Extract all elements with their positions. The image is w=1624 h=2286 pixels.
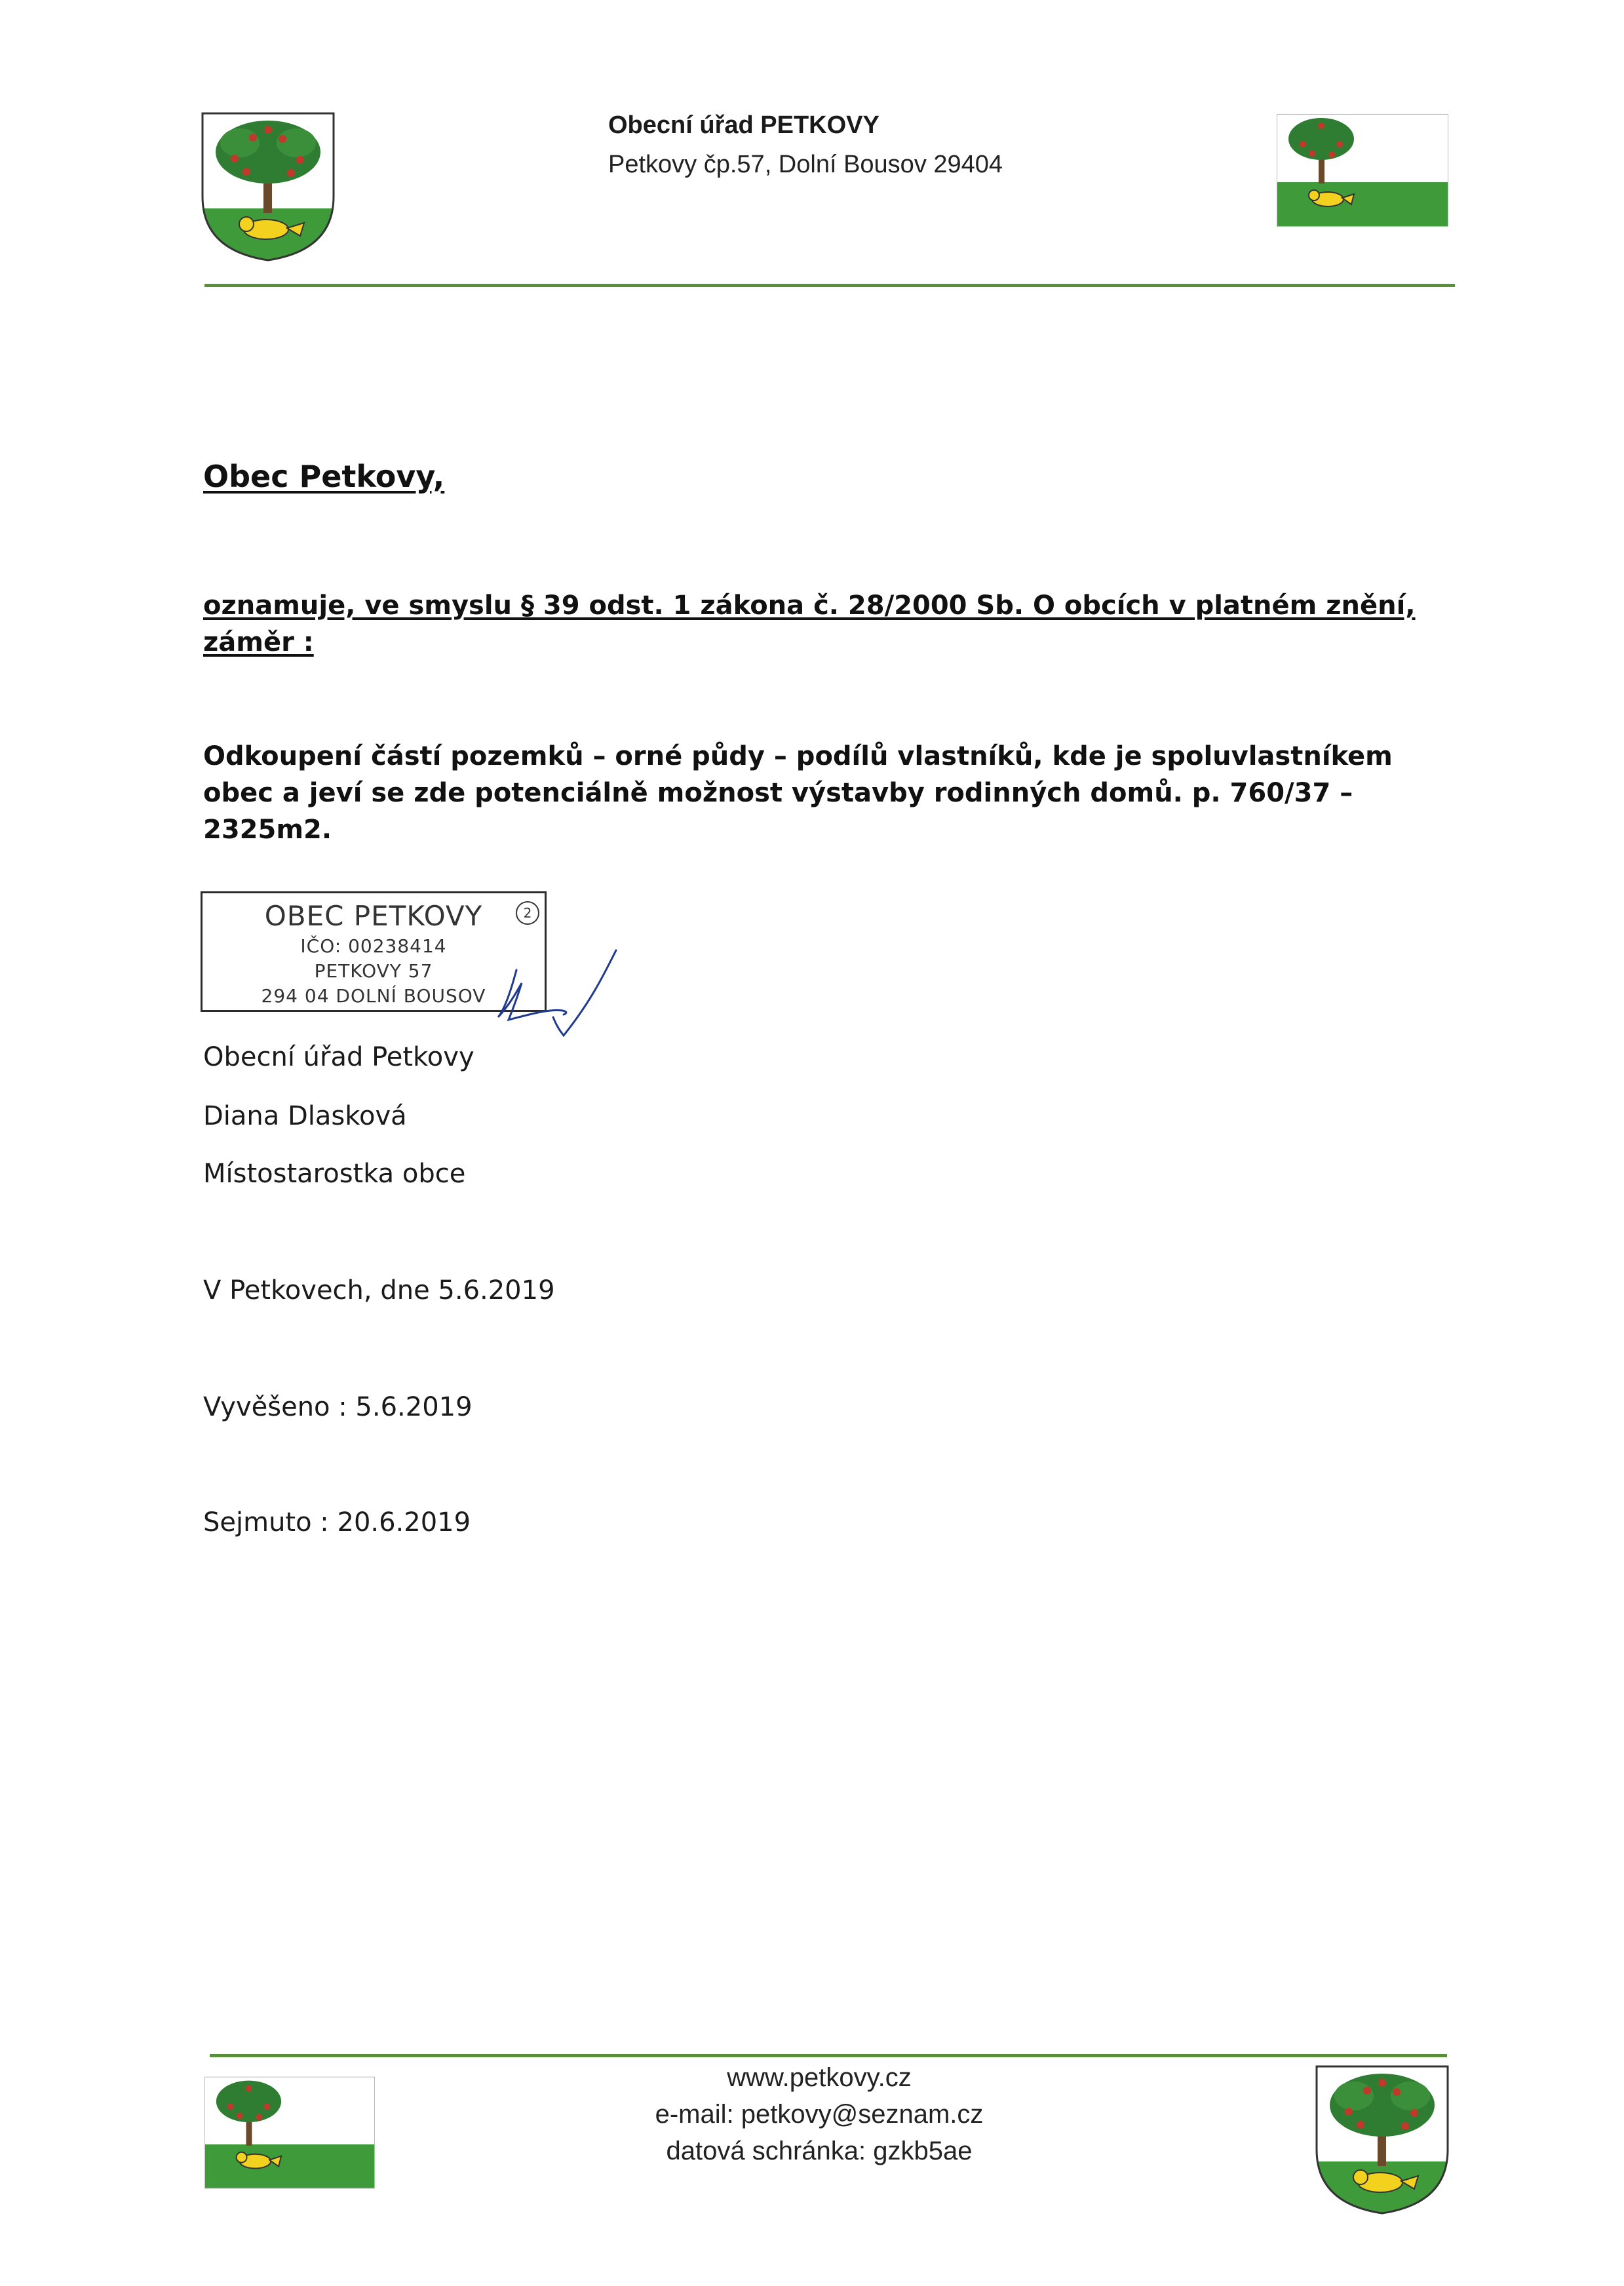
stamp-street: PETKOVY 57 (314, 960, 433, 982)
stamp-number-mark: 2 (516, 901, 539, 925)
office-title: Obecní úřad PETKOVY (608, 111, 880, 139)
signatory-role: Místostarostka obce (203, 1159, 466, 1189)
footer-email-link[interactable]: e-mail: petkovy@seznam.cz (655, 2100, 984, 2129)
coat-of-arms-footer-emblem (1315, 2064, 1450, 2215)
municipal-flag-emblem (1277, 114, 1448, 227)
footer-divider (210, 2054, 1447, 2057)
stamp-name: OBEC PETKOVY (264, 900, 483, 932)
signatory-office: Obecní úřad Petkovy (203, 1042, 474, 1072)
handwritten-signature (485, 944, 629, 1042)
stamp-city: 294 04 DOLNÍ BOUSOV (261, 985, 486, 1007)
office-address: Petkovy čp.57, Dolní Bousov 29404 (608, 151, 1003, 178)
footer-website-link[interactable]: www.petkovy.cz (727, 2063, 912, 2092)
signatory-name: Diana Dlasková (203, 1101, 407, 1131)
announcement-text: oznamuje, ve smyslu § 39 odst. 1 zákona č. 28/2000 Sb. O obcích v platném znění, záměr : (203, 591, 1416, 657)
coat-of-arms-emblem (201, 111, 336, 262)
municipal-flag-footer-emblem (204, 2076, 375, 2189)
removed-date: Sejmuto : 20.6.2019 (203, 1507, 471, 1538)
header-divider (204, 284, 1455, 287)
page-heading: Obec Petkovy, (203, 459, 445, 494)
place-and-date: V Petkovech, dne 5.6.2019 (203, 1275, 555, 1306)
footer-databox: datová schránka: gzkb5ae (666, 2137, 973, 2165)
posted-date: Vyvěšeno : 5.6.2019 (203, 1392, 473, 1422)
intent-text: Odkoupení částí pozemků – orné půdy – podílů vlastníků, kde je spoluvlastníkem obec a jeví se zde potenciálně možnost výstavby rodinných domů. p. 760/37 – 2325m2. (203, 741, 1393, 845)
stamp-ico: IČO: 00238414 (300, 935, 447, 957)
